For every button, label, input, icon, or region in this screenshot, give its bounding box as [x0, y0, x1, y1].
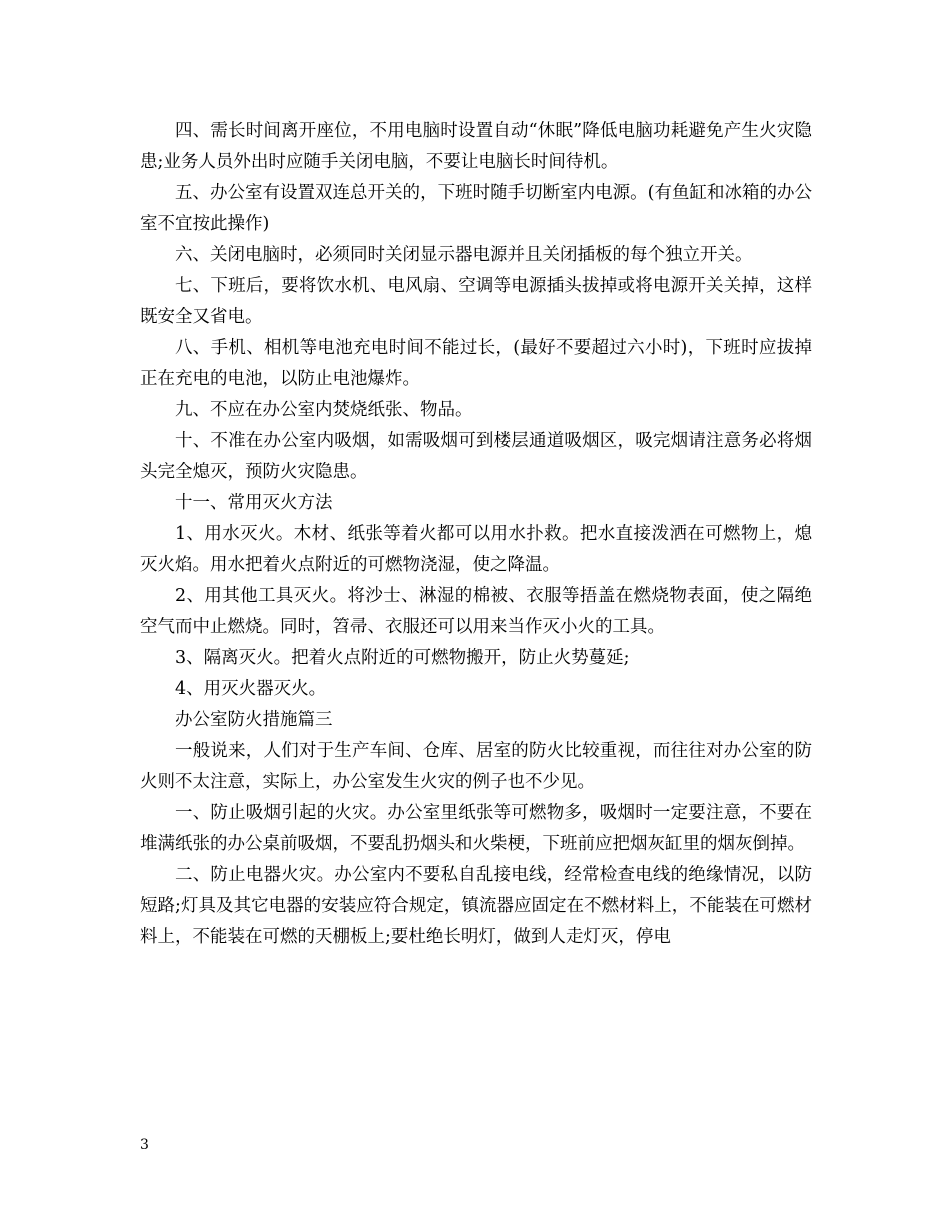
- paragraph-electrical: 二、防止电器火灾。办公室内不要私自乱接电线，经常检查电线的绝缘情况，以防短路;灯具及其它电器的安装应符合规定，镇流器应固定在不燃材料上，不能装在可燃材料上，不能装在可燃的天棚板上;要杜绝长明灯，做到人走灯灭，停电: [140, 865, 812, 947]
- method-isolation: 3、隔离灭火。把着火点附近的可燃物搬开，防止火势蔓延;: [175, 648, 630, 668]
- section-heading-fire-methods: 十一、常用灭火方法: [175, 493, 333, 513]
- paragraph-item-5: 五、办公室有设置双连总开关的，下班时随手切断室内电源。(有鱼缸和冰箱的办公室不宜按此操作): [140, 183, 812, 234]
- paragraph-item-7: 七、下班后，要将饮水机、电风扇、空调等电源插头拔掉或将电源开关关掉，这样既安全又省电。: [140, 276, 812, 327]
- method-water: 1、用水灭火。木材、纸张等着火都可以用水扑救。把水直接泼洒在可燃物上，熄灭火焰。用水把着火点附近的可燃物浇湿，使之降温。: [140, 524, 812, 575]
- method-extinguisher: 4、用灭火器灭火。: [175, 679, 327, 699]
- paragraph-item-10: 十、不准在办公室内吸烟，如需吸烟可到楼层通道吸烟区，吸完烟请注意务必将烟头完全熄灭，预防火灾隐患。: [140, 431, 812, 482]
- paragraph-item-4: 四、需长时间离开座位，不用电脑时设置自动“休眠”降低电脑功耗避免产生火灾隐患;业务人员外出时应随手关闭电脑，不要让电脑长时间待机。: [140, 121, 812, 172]
- intro-paragraph: 一般说来，人们对于生产车间、仓库、居室的防火比较重视，而往往对办公室的防火则不太注意，实际上，办公室发生火灾的例子也不少见。: [140, 741, 812, 792]
- paragraph-item-8: 八、手机、相机等电池充电时间不能过长，(最好不要超过六小时)，下班时应拔掉正在充电的电池，以防止电池爆炸。: [140, 338, 812, 389]
- paragraph-smoking: 一、防止吸烟引起的火灾。办公室里纸张等可燃物多，吸烟时一定要注意，不要在堆满纸张的办公桌前吸烟，不要乱扔烟头和火柴梗，下班前应把烟灰缸里的烟灰倒掉。: [140, 803, 812, 854]
- page-number: 3: [140, 1137, 149, 1153]
- paragraph-item-9: 九、不应在办公室内焚烧纸张、物品。: [175, 400, 473, 420]
- document-body: [140, 116, 812, 953]
- paragraph-item-6: 六、关闭电脑时，必须同时关闭显示器电源并且关闭插板的每个独立开关。: [175, 245, 753, 265]
- method-tools: 2、用其他工具灭火。将沙士、淋湿的棉被、衣服等捂盖在燃烧物表面，使之隔绝空气而中止燃烧。同时，笤帚、衣服还可以用来当作灭小火的工具。: [140, 586, 812, 637]
- section-heading-part-three: 办公室防火措施篇三: [175, 710, 333, 730]
